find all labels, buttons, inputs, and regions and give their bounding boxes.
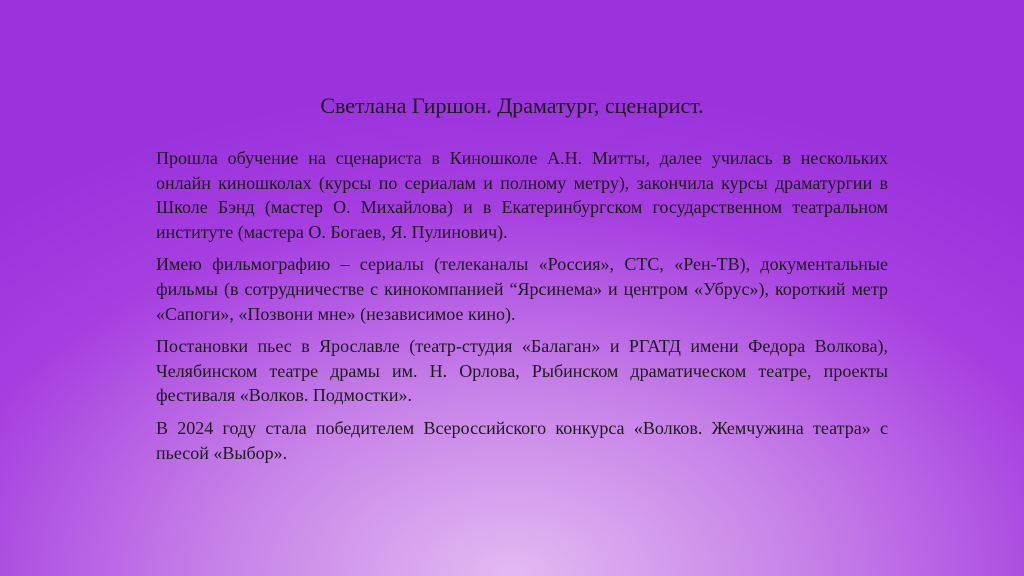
paragraph-filmography: Имею фильмографию – сериалы (телеканалы «Россия», СТС, «Рен-ТВ), документальные фильмы (в сотрудничестве с кинокомпанией “Ярсинема» и центром «Убрус»), короткий метр «Сапоги», «Позвони мне» (независимое кино). xyxy=(156,254,888,324)
paragraph-award: В 2024 году стала победителем Всероссийского конкурса «Волков. Жемчужина театра» с пьесой «Выбор». xyxy=(156,417,888,463)
slide-title: Светлана Гиршон. Драматург, сценарист. xyxy=(320,93,704,118)
slide-body xyxy=(156,146,888,473)
paragraph-education: Прошла обучение на сценариста в Киношколе А.Н. Митты, далее училась в нескольких онлайн киношколах (курсы по сериалам и полному метру), закончила курсы драматургии в Школе Бэнд (мастер О. Михайлова) и в Екатеринбургском государственном театральном институте (мастера О. Богаев, Я. Пулинович). xyxy=(156,148,888,242)
paragraph-productions: Постановки пьес в Ярославле (театр-студия «Балаган» и РГАТД имени Федора Волкова), Челябинском театре драмы им. Н. Орлова, Рыбинском драматическом театре, проекты фестиваля «Волков. Подмостки». xyxy=(156,336,888,406)
